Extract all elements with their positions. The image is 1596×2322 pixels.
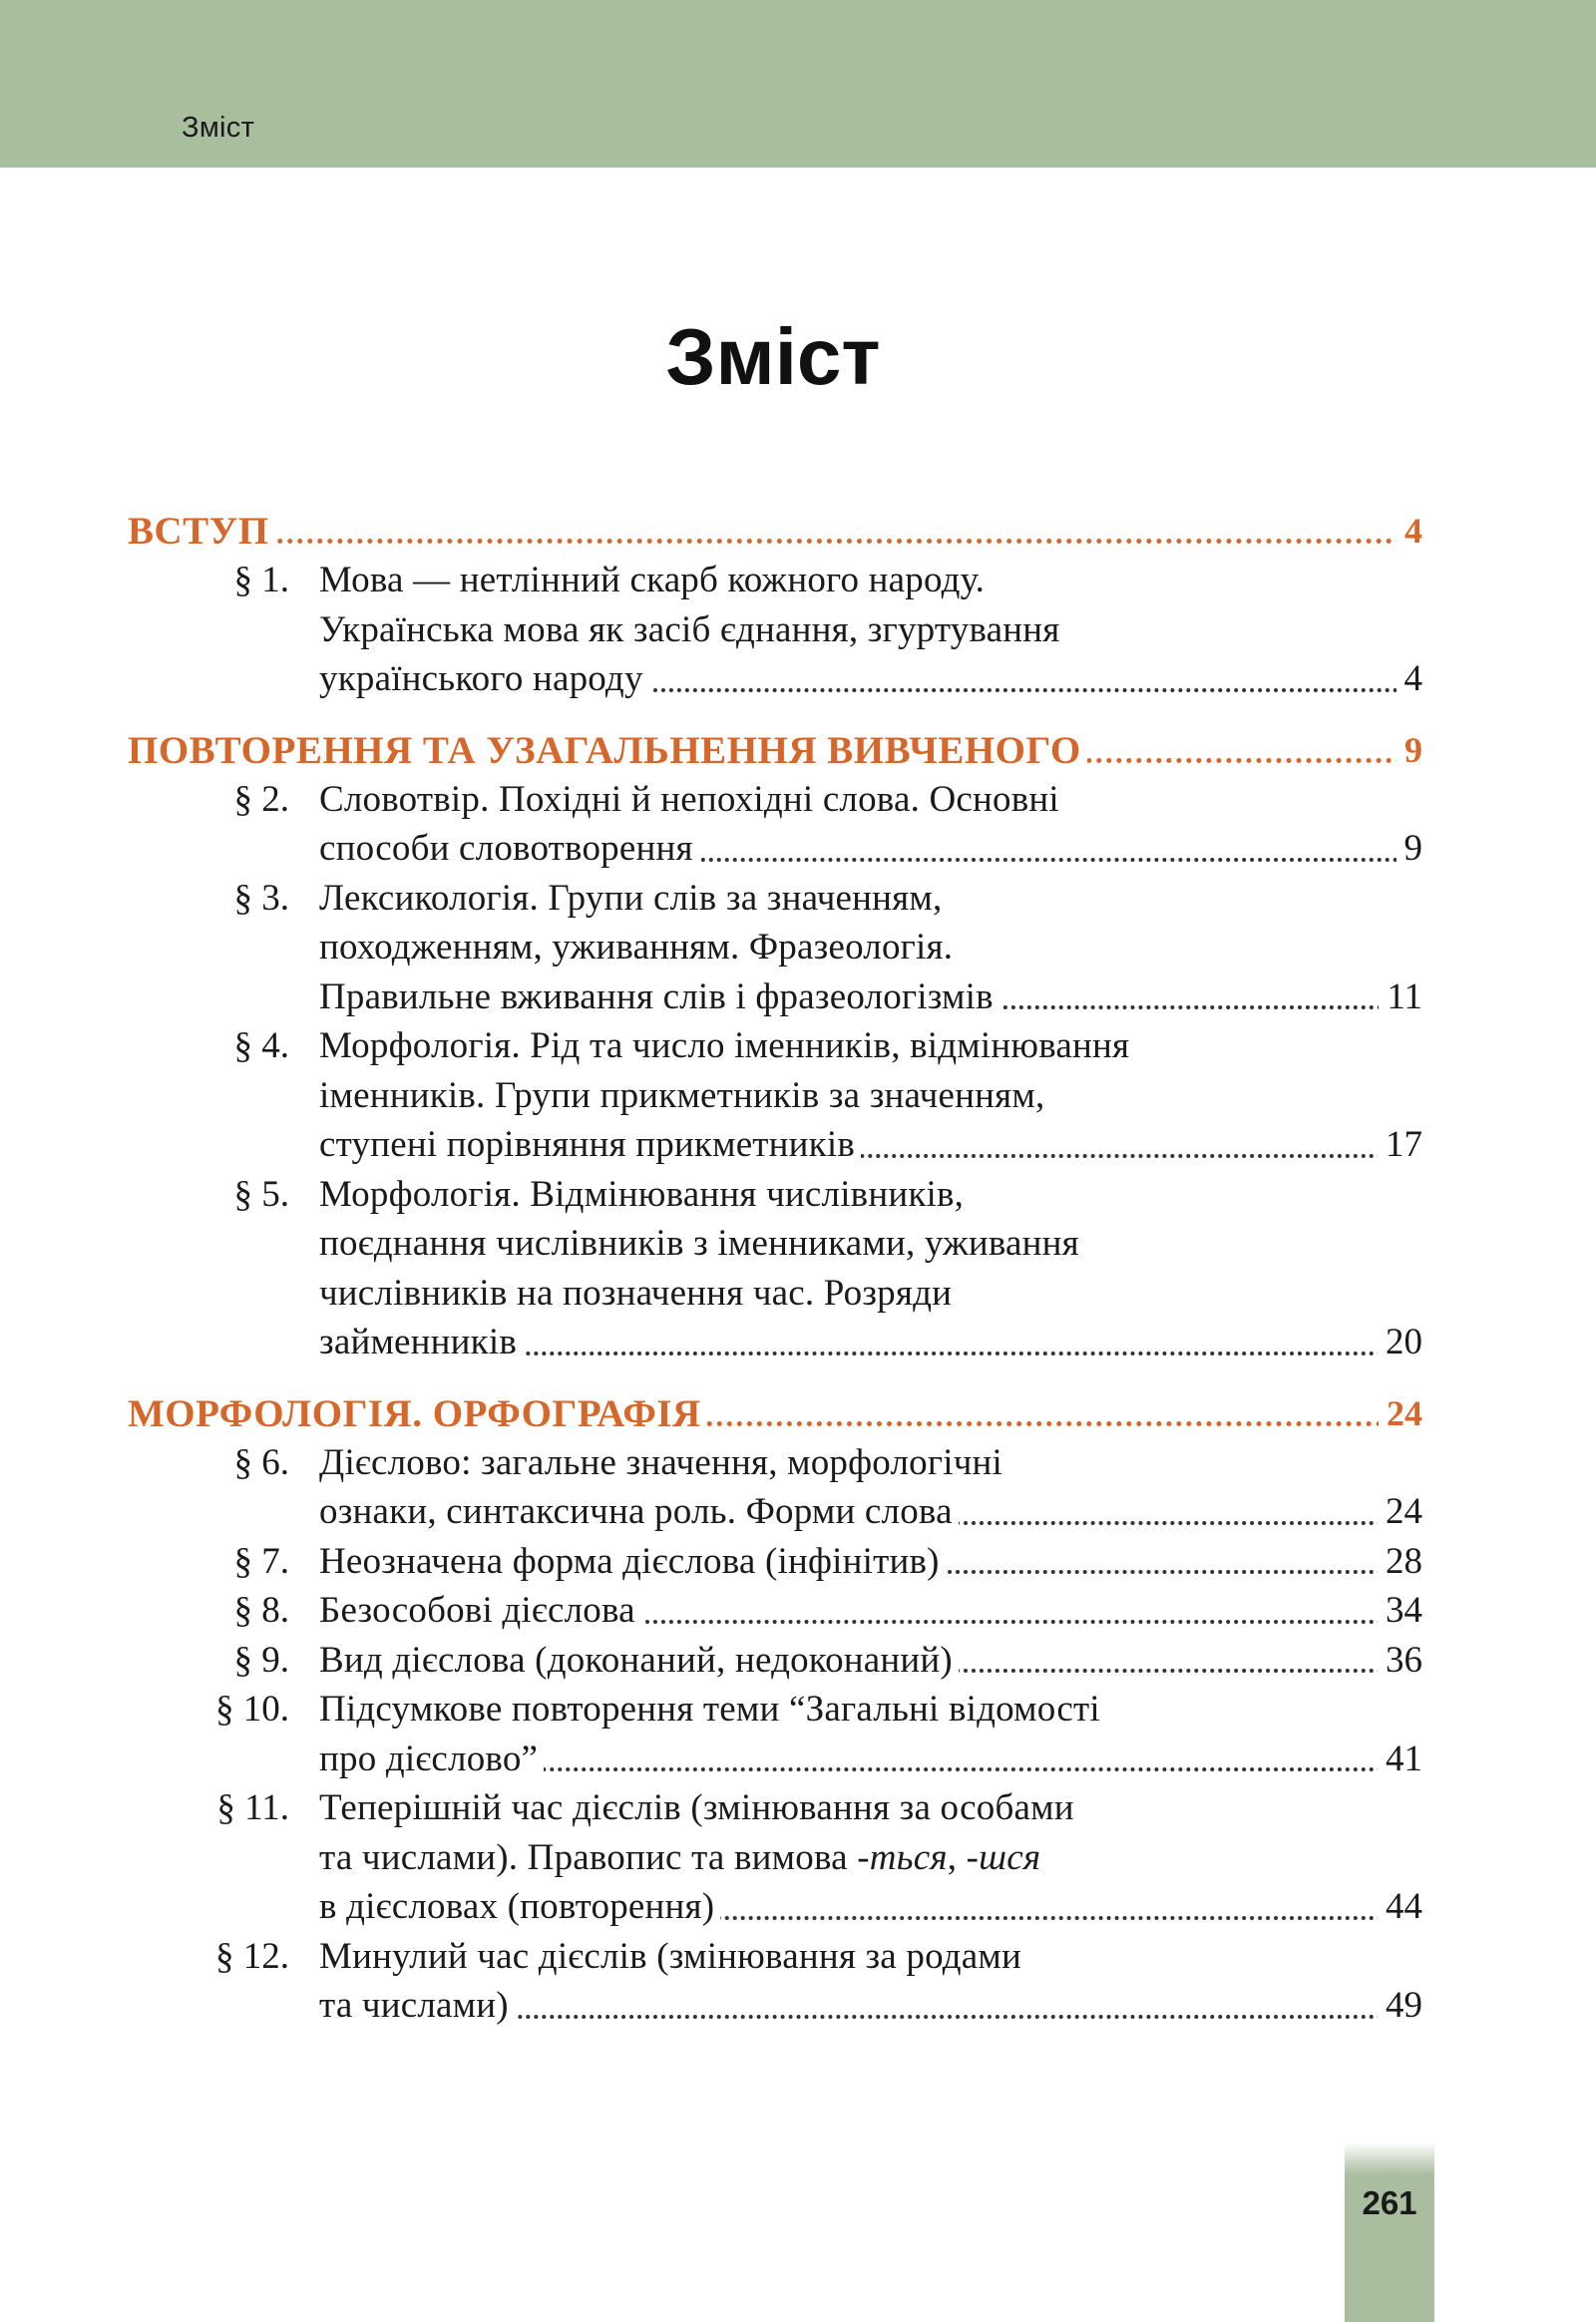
entry-text-line: українського народу bbox=[319, 654, 649, 704]
entry-text-line: в дієсловах (повторення) bbox=[319, 1882, 720, 1932]
paragraph-number: § 6. bbox=[233, 1441, 289, 1483]
section-page-number: 4 bbox=[1396, 507, 1422, 556]
entry-text-line: числівників на позначення час. Розряди bbox=[319, 1272, 953, 1314]
paragraph-number: § 2. bbox=[233, 778, 289, 820]
entry-text-line: іменників. Групи прикметників за значенням, bbox=[319, 1074, 1045, 1116]
entry-text-line: способи словотворення bbox=[319, 824, 699, 874]
entry-page-number: 4 bbox=[1396, 654, 1423, 704]
entry-text-line: Безособові дієслова bbox=[319, 1586, 641, 1636]
entry-text-line: ступені порівняння прикметників bbox=[319, 1120, 861, 1170]
paragraph-number: § 5. bbox=[233, 1173, 289, 1215]
section-title: МОРФОЛОГІЯ. ОРФОГРАФІЯ bbox=[128, 1389, 707, 1438]
entry-text-line: Українська мова як засіб єднання, згуртування bbox=[319, 608, 1060, 650]
entry-page-number: 17 bbox=[1378, 1120, 1422, 1170]
entry-text-line: та числами) bbox=[319, 1981, 515, 2031]
section-page-number: 9 bbox=[1396, 726, 1422, 775]
entry-text-line: Морфологія. Відмінювання числівників, bbox=[319, 1173, 965, 1215]
toc-section-heading[interactable] bbox=[128, 507, 1422, 556]
paragraph-number: § 9. bbox=[233, 1639, 289, 1681]
paragraph-number: § 12. bbox=[215, 1935, 289, 1977]
toc-entry[interactable] bbox=[128, 1021, 1422, 1170]
toc-entry[interactable] bbox=[128, 1685, 1422, 1783]
entry-text-line: Неозначена форма дієслова (інфінітив) bbox=[319, 1537, 946, 1587]
entry-page-number: 28 bbox=[1378, 1537, 1422, 1587]
running-header: Зміст bbox=[182, 112, 255, 144]
entry-page-number: 49 bbox=[1378, 1981, 1422, 2031]
entry-page-number: 34 bbox=[1378, 1586, 1422, 1636]
section-title: ВСТУП bbox=[128, 507, 275, 556]
paragraph-number: § 11. bbox=[216, 1787, 289, 1828]
toc-section-heading[interactable] bbox=[128, 1389, 1422, 1438]
toc-entry[interactable] bbox=[128, 1170, 1422, 1367]
dot-leader bbox=[128, 539, 1422, 544]
toc-entry[interactable] bbox=[128, 775, 1422, 874]
entry-text-line: займенників bbox=[319, 1318, 523, 1367]
section-title: ПОВТОРЕННЯ ТА УЗАГАЛЬНЕННЯ ВИВЧЕНОГО bbox=[128, 726, 1087, 775]
suffix-term: -ться bbox=[857, 1836, 948, 1878]
entry-text-line: Вид дієслова (доконаний, недоконаний) bbox=[319, 1636, 959, 1686]
entry-text-line: Правильне вживання слів і фразеологізмів bbox=[319, 972, 999, 1022]
entry-text-line: Лексикологія. Групи слів за значенням, bbox=[319, 877, 943, 919]
toc-entry[interactable] bbox=[128, 874, 1422, 1022]
entry-page-number: 41 bbox=[1378, 1735, 1422, 1784]
section-page-number: 24 bbox=[1379, 1389, 1422, 1438]
entry-text-line: походженням, уживанням. Фразеологія. bbox=[319, 927, 954, 968]
toc-entry[interactable] bbox=[128, 1783, 1422, 1932]
entry-text-line: Словотвір. Похідні й непохідні слова. Основні bbox=[319, 778, 1059, 820]
entry-page-number: 24 bbox=[1378, 1487, 1422, 1537]
paragraph-number: § 1. bbox=[233, 560, 289, 600]
paragraph-number: § 3. bbox=[233, 877, 289, 919]
toc-entry[interactable] bbox=[128, 1438, 1422, 1537]
toc-entry[interactable] bbox=[128, 1636, 1422, 1686]
paragraph-number: § 10. bbox=[215, 1689, 289, 1730]
entry-text-line: ознаки, синтаксична роль. Форми слова bbox=[319, 1487, 959, 1537]
toc-section-heading[interactable] bbox=[128, 726, 1422, 775]
page-number-tab bbox=[1345, 2142, 1434, 2322]
entry-page-number: 44 bbox=[1378, 1882, 1422, 1932]
toc-entry[interactable] bbox=[128, 1586, 1422, 1636]
entry-page-number: 20 bbox=[1378, 1318, 1422, 1367]
page-title: Зміст bbox=[665, 312, 881, 401]
table-of-contents bbox=[128, 507, 1422, 2031]
entry-page-number: 11 bbox=[1379, 972, 1422, 1022]
toc-entry[interactable] bbox=[128, 556, 1422, 704]
entry-text-line: Минулий час дієслів (змінювання за родами bbox=[319, 1935, 1021, 1977]
entry-text-line: Мова — нетлінний скарб кожного народу. bbox=[319, 560, 986, 600]
paragraph-number: § 4. bbox=[233, 1025, 289, 1066]
page-number: 261 bbox=[1362, 2184, 1417, 2221]
toc-entry[interactable] bbox=[128, 1932, 1422, 2031]
entry-text-line: Теперішній час дієслів (змінювання за особами bbox=[319, 1787, 1074, 1828]
entry-text-fragment: , bbox=[947, 1836, 967, 1878]
suffix-term: -шся bbox=[966, 1836, 1041, 1878]
paragraph-number: § 8. bbox=[233, 1590, 289, 1631]
entry-text-line bbox=[319, 1833, 1422, 1883]
entry-text-line: про дієслово” bbox=[319, 1735, 544, 1784]
entry-text-fragment: та числами). Правопис та вимова bbox=[319, 1836, 858, 1878]
entry-page-number: 9 bbox=[1396, 824, 1423, 874]
entry-text-line: поєднання числівників з іменниками, уживання bbox=[319, 1223, 1079, 1264]
entry-text-line: Підсумкове повторення теми “Загальні відомості bbox=[319, 1689, 1100, 1730]
paragraph-number: § 7. bbox=[233, 1540, 289, 1582]
entry-text-line: Морфологія. Рід та число іменників, відмінювання bbox=[319, 1025, 1130, 1066]
entry-text-line: Дієслово: загальне значення, морфологічні bbox=[319, 1441, 1003, 1483]
toc-entry[interactable] bbox=[128, 1537, 1422, 1587]
entry-page-number: 36 bbox=[1378, 1636, 1422, 1686]
